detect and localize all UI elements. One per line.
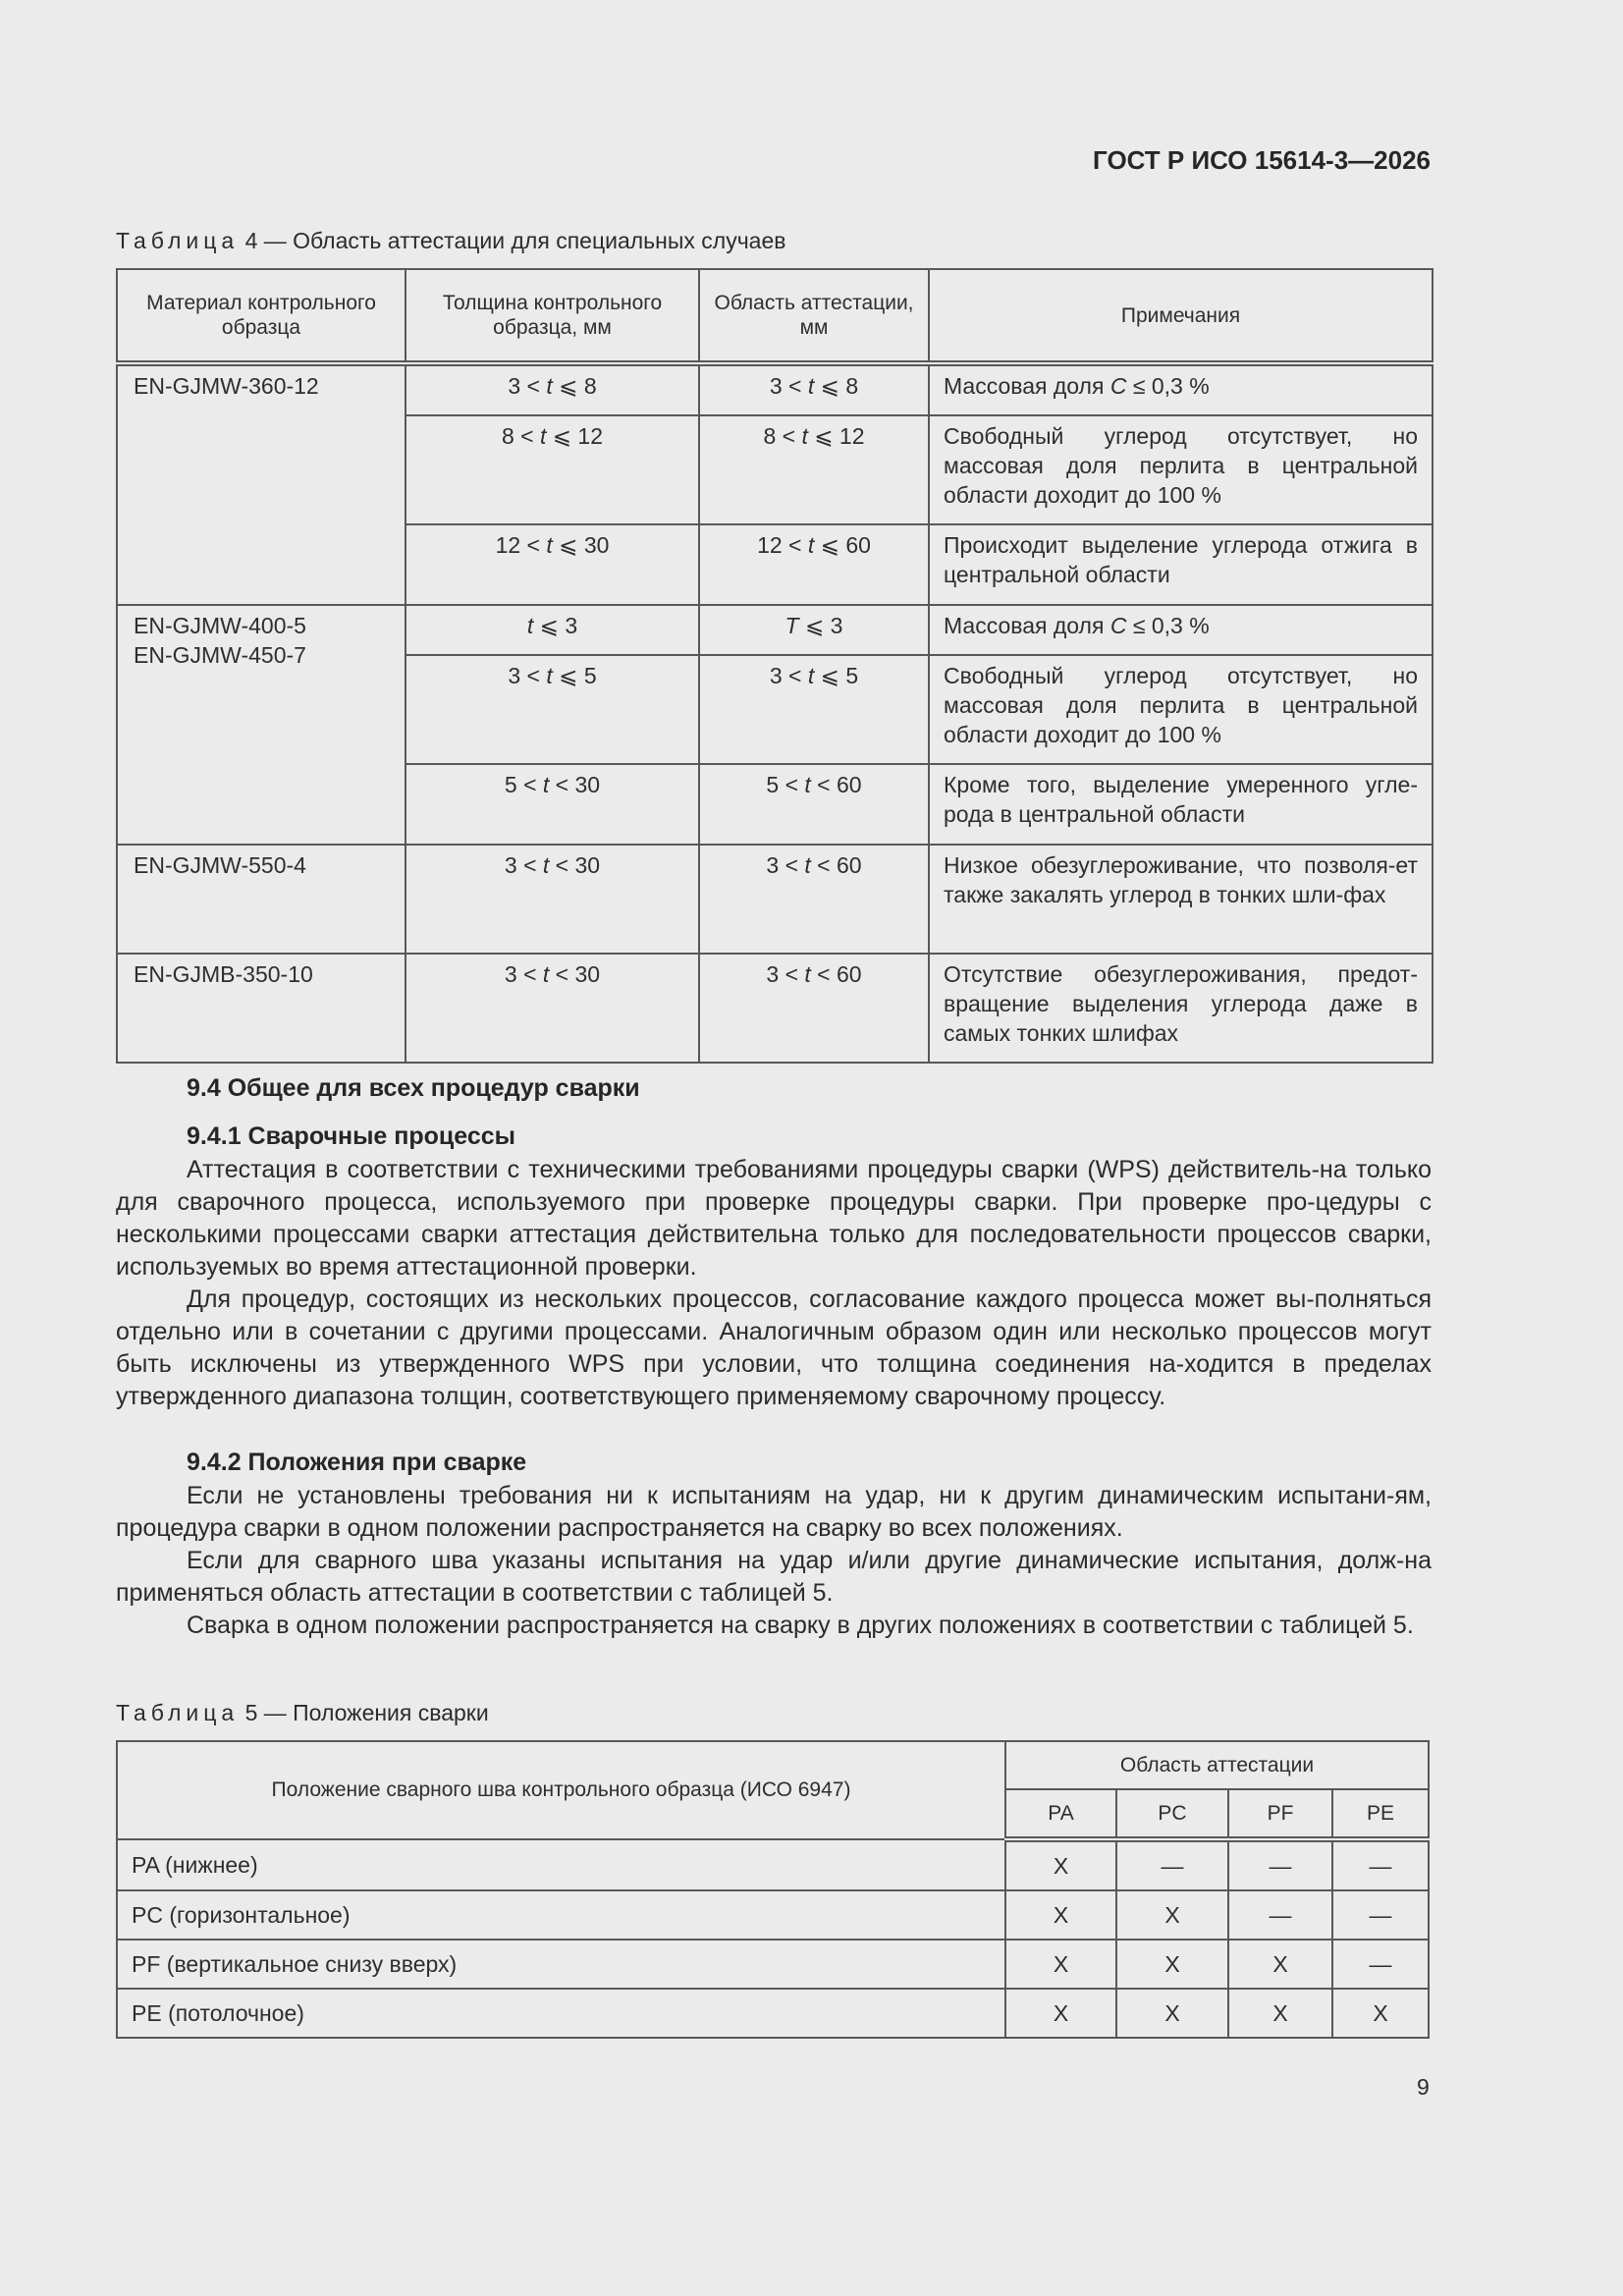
note-cell: Массовая доля C ≤ 0,3 %: [929, 605, 1433, 655]
material-cell: EN-GJMW-550-4: [117, 845, 406, 954]
header-pa: PA: [1005, 1789, 1116, 1839]
value-cell: X: [1005, 1890, 1116, 1940]
caption-text: 5 — Положения сварки: [239, 1700, 489, 1725]
header-thickness: Толщина контрольного образца, мм: [406, 269, 699, 363]
section-heading-9-4-2: 9.4.2 Положения при сварке: [187, 1449, 527, 1476]
table-5: [116, 1740, 1430, 2039]
material-cell: EN-GJMW-360-12: [117, 363, 406, 605]
header-pc: PC: [1116, 1789, 1228, 1839]
header-material: Материал контрольного образца: [117, 269, 406, 363]
note-cell: Массовая доля C ≤ 0,3 %: [929, 363, 1433, 415]
note-cell: Свободный углерод отсутствует, но массовая доля перлита в центральной области доходит до 100 %: [929, 415, 1433, 524]
value-cell: X: [1005, 1940, 1116, 1989]
header-position: Положение сварного шва контрольного образца (ИСО 6947): [117, 1741, 1005, 1839]
position-label: PF (вертикальное снизу вверх): [117, 1940, 1005, 1989]
range-cell: 5 < t < 60: [699, 764, 929, 845]
material-cell: EN-GJMW-400-5 EN-GJMW-450-7: [117, 605, 406, 845]
table-5-caption: [116, 1700, 489, 1726]
range-cell: T ⩽ 3: [699, 605, 929, 655]
position-label: PC (горизонтальное): [117, 1890, 1005, 1940]
paragraph: Для процедур, состоящих из нескольких процессов, согласование каждого процесса может вы-полняться отдельно или в сочетании с другими процессами. Аналогичным образом один или несколько процессов могут быть исключены из утвержденного WPS при условии, что толщина соединения на-ходится в пределах утвержденного диапазона толщин, соответствующего применяемому сварочному процессу.: [116, 1285, 1432, 1410]
table-row: [117, 845, 1433, 954]
value-cell: X: [1005, 1839, 1116, 1890]
note-cell: Низкое обезуглероживание, что позволя-ет также закалять углерод в тонких шли-фах: [929, 845, 1433, 954]
caption-prefix: Таблица: [116, 1700, 240, 1725]
caption-text: 4 — Область аттестации для специальных случаев: [239, 228, 786, 253]
thickness-cell: 8 < t ⩽ 12: [406, 415, 699, 524]
table-row: [117, 1839, 1429, 1890]
header-pe: PE: [1332, 1789, 1429, 1839]
thickness-cell: 12 < t ⩽ 30: [406, 524, 699, 605]
position-label: PE (потолочное): [117, 1989, 1005, 2038]
table-row: [117, 954, 1433, 1063]
header-notes: Примечания: [929, 269, 1433, 363]
table-4: [116, 268, 1434, 1064]
note-cell: Кроме того, выделение умеренного угле-рода в центральной области: [929, 764, 1433, 845]
document-header: ГОСТ Р ИСО 15614-3—2026: [1093, 145, 1431, 175]
value-cell: X: [1116, 1989, 1228, 2038]
thickness-cell: 3 < t ⩽ 5: [406, 655, 699, 764]
table-row: [117, 363, 1433, 415]
note-cell: Свободный углерод отсутствует, но массовая доля перлита в центральной области доходит до 100 %: [929, 655, 1433, 764]
value-cell: —: [1332, 1940, 1429, 1989]
range-cell: 3 < t ⩽ 5: [699, 655, 929, 764]
thickness-cell: 3 < t < 30: [406, 954, 699, 1063]
table-row: [117, 1940, 1429, 1989]
value-cell: —: [1228, 1839, 1332, 1890]
value-cell: X: [1005, 1989, 1116, 2038]
range-cell: 12 < t ⩽ 60: [699, 524, 929, 605]
range-cell: 3 < t < 60: [699, 845, 929, 954]
value-cell: X: [1228, 1989, 1332, 2038]
note-cell: Отсутствие обезуглероживания, предот-вращение выделения углерода даже в самых тонких шлифах: [929, 954, 1433, 1063]
table-5-header-row: [117, 1741, 1429, 1789]
position-label: PA (нижнее): [117, 1839, 1005, 1890]
value-cell: —: [1332, 1890, 1429, 1940]
section-heading-9-4: 9.4 Общее для всех процедур сварки: [187, 1074, 640, 1102]
value-cell: X: [1116, 1940, 1228, 1989]
header-range: Область аттестации, мм: [699, 269, 929, 363]
paragraph: Если не установлены требования ни к испытаниям на удар, ни к другим динамическим испытани-ям, процедура сварки в одном положении распространяется на сварку во всех положениях.: [116, 1482, 1432, 1542]
range-cell: 3 < t ⩽ 8: [699, 363, 929, 415]
table-row: [117, 605, 1433, 655]
material-cell: EN-GJMB-350-10: [117, 954, 406, 1063]
caption-prefix: Таблица: [116, 228, 240, 253]
value-cell: X: [1332, 1989, 1429, 2038]
table-row: [117, 1890, 1429, 1940]
thickness-cell: 5 < t < 30: [406, 764, 699, 845]
paragraph: Сварка в одном положении распространяется на сварку в других положениях в соответствии с таблицей 5.: [187, 1612, 1414, 1639]
value-cell: X: [1116, 1890, 1228, 1940]
table-4-caption: [116, 228, 786, 254]
paragraph: Аттестация в соответствии с техническими требованиями процедуры сварки (WPS) действитель-на только для сварочного процесса, используемого при проверке процедуры сварки. При проверке про-цедуры с несколькими процессами сварки аттестация действительна только для последовательности процессов сварки, используемых во время аттестационной проверки.: [116, 1156, 1432, 1281]
thickness-cell: 3 < t ⩽ 8: [406, 363, 699, 415]
header-pf: PF: [1228, 1789, 1332, 1839]
table-row: [117, 1989, 1429, 2038]
value-cell: X: [1228, 1940, 1332, 1989]
section-heading-9-4-1: 9.4.1 Сварочные процессы: [187, 1122, 516, 1150]
value-cell: —: [1332, 1839, 1429, 1890]
page-number: 9: [1417, 2074, 1430, 2100]
table-4-header-row: [117, 269, 1433, 363]
value-cell: —: [1228, 1890, 1332, 1940]
value-cell: —: [1116, 1839, 1228, 1890]
thickness-cell: t ⩽ 3: [406, 605, 699, 655]
range-cell: 8 < t ⩽ 12: [699, 415, 929, 524]
thickness-cell: 3 < t < 30: [406, 845, 699, 954]
note-cell: Происходит выделение углерода отжига в центральной области: [929, 524, 1433, 605]
range-cell: 3 < t < 60: [699, 954, 929, 1063]
header-scope: Область аттестации: [1005, 1741, 1429, 1789]
paragraph: Если для сварного шва указаны испытания на удар и/или другие динамические испытания, долж-на применяться область аттестации в соответствии с таблицей 5.: [116, 1547, 1432, 1607]
